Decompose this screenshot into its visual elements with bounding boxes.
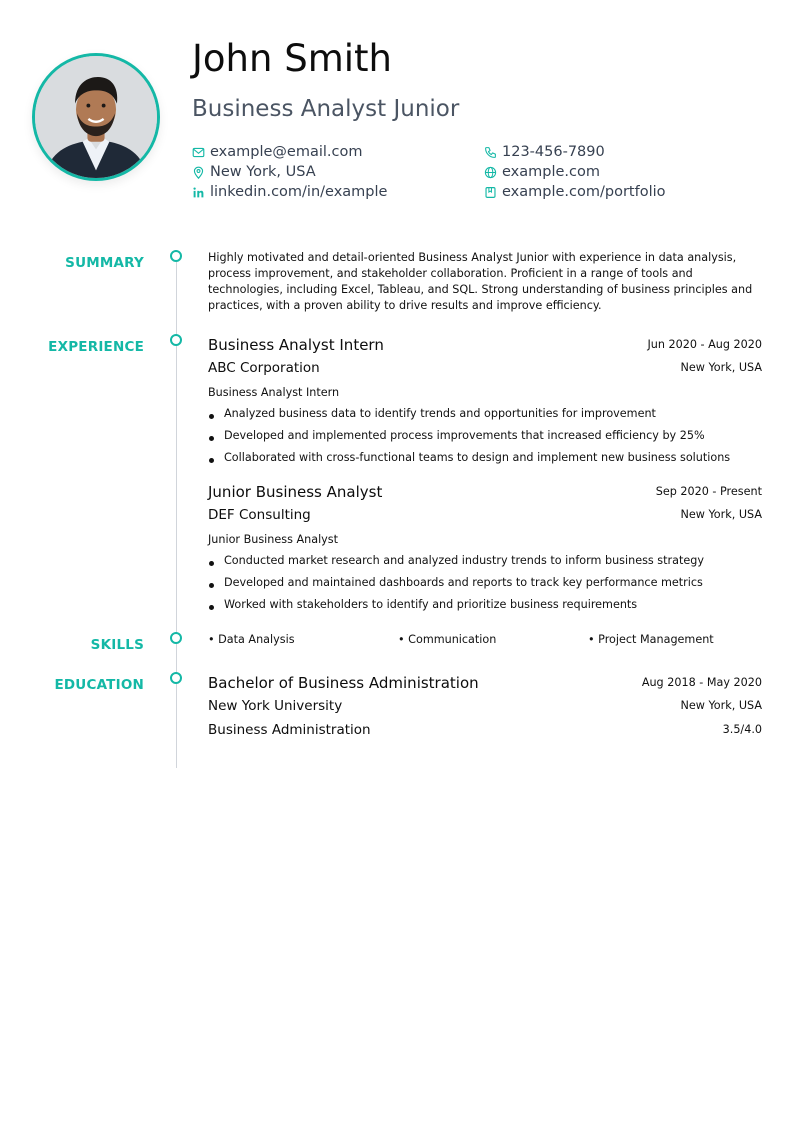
person-portrait-icon	[35, 56, 157, 178]
email-text: example@email.com	[210, 144, 363, 160]
job-location: New York, USA	[680, 361, 762, 374]
company-name: DEF Consulting	[208, 507, 311, 523]
contact-email[interactable]	[192, 142, 362, 162]
timeline-dot-experience	[170, 334, 182, 346]
experience-header-row	[208, 482, 762, 502]
contact-location	[192, 162, 316, 182]
experience-entry	[208, 335, 762, 469]
field-of-study: Business Administration	[208, 722, 371, 738]
job-bullets	[208, 403, 762, 469]
mail-icon	[192, 146, 205, 159]
bullet-text: Conducted market research and analyzed industry trends to inform business strategy	[224, 554, 704, 567]
contact-website[interactable]	[484, 162, 600, 182]
linkedin-icon	[192, 186, 205, 199]
experience-entry	[208, 482, 762, 616]
bullet-text: Developed and maintained dashboards and reports to track key performance metrics	[224, 576, 703, 589]
bullet-dot	[209, 458, 214, 463]
phone-icon	[484, 146, 497, 159]
location-text: New York, USA	[210, 164, 316, 180]
job-subtitle: Business Analyst Intern	[208, 386, 340, 399]
phone-text: 123-456-7890	[502, 144, 605, 160]
bullet-dot	[209, 436, 214, 441]
skill-text: Project Management	[598, 633, 714, 646]
map-pin-icon	[192, 166, 205, 179]
skill-text: Communication	[408, 633, 497, 646]
skills-section	[208, 631, 762, 649]
skills-list	[208, 631, 762, 649]
summary-section	[208, 250, 762, 314]
bullet-dot	[209, 561, 214, 566]
portfolio-text: example.com/portfolio	[502, 184, 666, 200]
job-title: Junior Business Analyst	[208, 483, 383, 501]
company-name: ABC Corporation	[208, 360, 320, 376]
job-bullets	[208, 550, 762, 616]
degree-name: Bachelor of Business Administration	[208, 674, 479, 692]
bullet-dot	[209, 605, 214, 610]
list-item	[208, 403, 762, 425]
contact-portfolio[interactable]	[484, 182, 666, 202]
gpa-value: 3.5/4.0	[722, 723, 762, 736]
summary-text: Highly motivated and detail-oriented Business Analyst Junior with experience in data analysis, process improvement, and stakeholder collaboration. Proficient in a range of tools and technologies, including Excel, Tableau, and SQL. Strong understanding of business principles and practices, with a proven ability to drive results and improve efficiency.	[208, 251, 753, 312]
globe-icon	[484, 166, 497, 179]
education-school-row	[208, 697, 762, 721]
contact-phone[interactable]	[484, 142, 605, 162]
website-text: example.com	[502, 164, 600, 180]
education-entry	[208, 673, 762, 743]
list-item	[208, 550, 762, 572]
job-location: New York, USA	[680, 508, 762, 521]
experience-header-row	[208, 335, 762, 355]
skill-item: • Project Management	[588, 633, 714, 646]
section-heading-experience: EXPERIENCE	[48, 339, 144, 355]
job-title: Business Analyst Intern	[208, 336, 384, 354]
portfolio-icon	[484, 186, 497, 199]
bullet-dot	[209, 414, 214, 419]
section-heading-education: EDUCATION	[54, 677, 144, 693]
bullet-text: Analyzed business data to identify trends and opportunities for improvement	[224, 407, 656, 420]
section-heading-skills: SKILLS	[90, 637, 144, 653]
experience-company-row	[208, 506, 762, 530]
contact-linkedin[interactable]	[192, 182, 387, 202]
bullet-text: Developed and implemented process improvements that increased efficiency by 25%	[224, 429, 705, 442]
experience-company-row	[208, 359, 762, 383]
job-dates: Sep 2020 - Present	[655, 485, 762, 498]
profile-photo	[32, 53, 160, 181]
list-item	[208, 425, 762, 447]
skill-item: • Communication	[398, 633, 497, 646]
linkedin-text: linkedin.com/in/example	[210, 184, 388, 200]
bullet-text: Collaborated with cross-functional teams to design and implement new business solutions	[224, 451, 731, 464]
list-item	[208, 594, 762, 616]
education-header-row	[208, 673, 762, 693]
timeline-dot-skills	[170, 632, 182, 644]
bullet-text: Worked with stakeholders to identify and prioritize business requirements	[224, 598, 638, 611]
timeline-dot-summary	[170, 250, 182, 262]
school-location: New York, USA	[680, 699, 762, 712]
job-subtitle: Junior Business Analyst	[208, 533, 339, 546]
skill-item: • Data Analysis	[208, 633, 295, 646]
candidate-name: John Smith	[192, 37, 392, 80]
timeline-dot-education	[170, 672, 182, 684]
section-heading-summary: SUMMARY	[65, 255, 144, 271]
bullet-dot	[209, 583, 214, 588]
school-name: New York University	[208, 698, 343, 714]
list-item	[208, 572, 762, 594]
candidate-title: Business Analyst Junior	[192, 96, 460, 122]
education-dates: Aug 2018 - May 2020	[641, 676, 762, 689]
skill-text: Data Analysis	[218, 633, 295, 646]
education-field-row	[208, 721, 762, 743]
job-dates: Jun 2020 - Aug 2020	[647, 338, 762, 351]
list-item	[208, 447, 762, 469]
